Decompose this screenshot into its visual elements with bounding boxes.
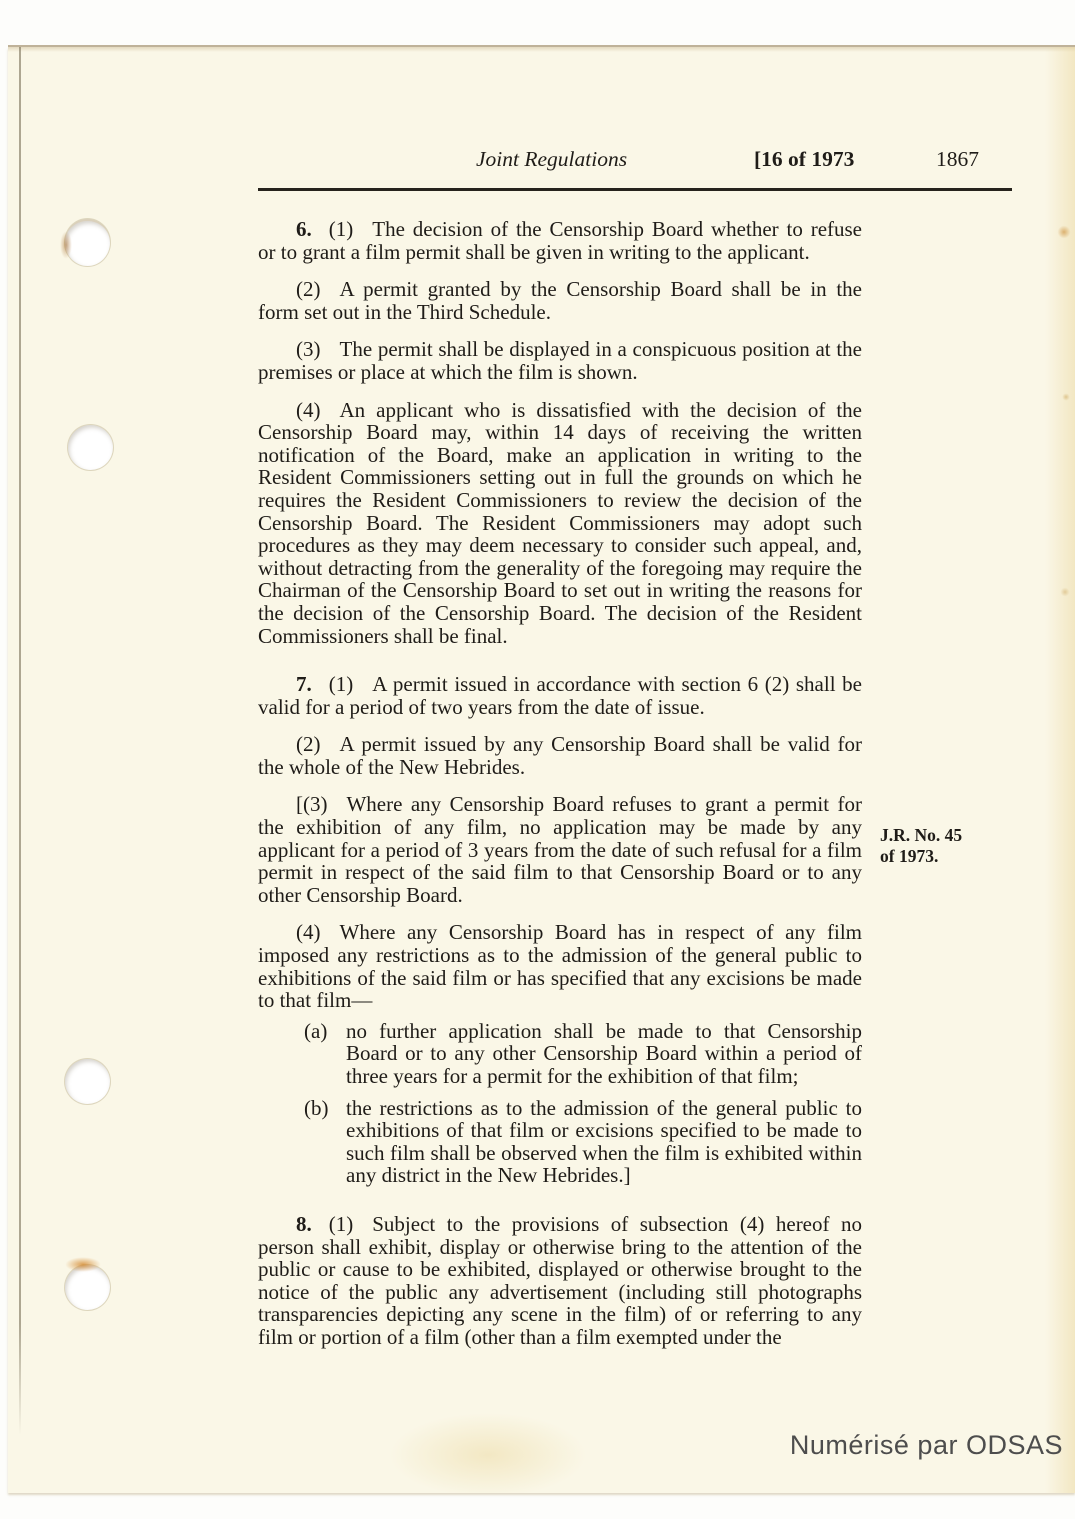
paragraph-7-2 [258,733,862,778]
list-item-a [304,1020,862,1088]
punch-hole [65,1059,110,1104]
subsection-marker: (1) [328,217,354,241]
paragraph-text: Where any Censorship Board has in respect of any film imposed any restrictions as to the admission of the general public to exhibitions of the said film or has specified that any excisions be made to that film— [258,920,862,1013]
list-item-text: no further application shall be made to that Censorship Board or to any other Censorship Board within a period of three years for a permit for the exhibition of that film; [346,1018,862,1088]
digitization-watermark: Numérisé par ODSAS [789,1430,1063,1460]
subsection-marker: [(3) [296,792,328,817]
paragraph-text: The permit shall be displayed in a conspicuous position at the premises or place at which the film is shown. [258,337,862,384]
page-header [8,147,1075,179]
paragraph-text: A permit granted by the Censorship Board shall be in the form set out in the Third Schedule. [258,277,862,324]
paragraph-text: Where any Censorship Board refuses to grant a permit for the exhibition of any film, no application may be made by any applicant for a period of 3 years from the date of such refusal for a film permit in respect of the said film to that Censorship Board or to any other Censorship Board. [258,792,862,907]
margin-note-line: J.R. No. 45 [880,825,963,845]
list-item-text: the restrictions as to the admission of the general public to exhibitions of that film or excisions specified to be made to such film shall be observed when the film is exhibited within any district in the New Hebrides.] [346,1095,862,1188]
paragraph-7-3 [258,793,862,906]
subsection-marker: (1) [328,672,354,697]
subsection-marker: (2) [296,277,321,302]
subsection-marker: (4) [296,920,321,945]
punch-hole [68,425,113,470]
list-marker: (b) [304,1095,329,1120]
paragraph-8-1 [258,1213,862,1349]
page-number: 1867 [936,147,979,171]
subsection-marker: (1) [328,1211,354,1236]
body-text-column [258,218,862,1364]
paragraph-6-1 [258,218,862,263]
section-number: 6. [296,217,312,241]
section-number: 7. [296,672,312,697]
subsection-marker: (2) [296,732,321,757]
punch-hole [65,1265,110,1310]
running-title: Joint Regulations [476,147,628,171]
margin-note-line: of 1973. [880,846,939,866]
paragraph-6-4 [258,399,862,648]
regulation-reference: [16 of 1973 [754,147,855,171]
paragraph-7-1 [258,673,862,718]
subsection-marker: (4) [296,397,321,422]
list-item-b [304,1097,862,1187]
punch-hole [65,219,110,266]
list-marker: (a) [304,1018,328,1043]
header-rule [258,188,1012,191]
paragraph-7-4 [258,921,862,1011]
paragraph-6-2 [258,278,862,323]
subsection-marker: (3) [296,337,321,362]
section-number: 8. [296,1211,312,1236]
margin-note [880,825,990,867]
paragraph-text: A permit issued by any Censorship Board shall be valid for the whole of the New Hebrides. [258,732,862,779]
paragraph-text: The decision of the Censorship Board whether to refuse or to grant a film permit shall be given in writing to the applicant. [258,217,862,264]
scanned-page [8,47,1075,1493]
paragraph-text: An applicant who is dissatisfied with the decision of the Censorship Board may, within 14 days of receiving the written notification of the Board, make an application in writing to the Resident Commissioners setting out in full the grounds on which he requires the Resident Commissioners to review the decision of the Censorship Board. The Resident Commissioners may adopt such procedures as they may deem necessary to consider such appeal, and, without detracting from the generality of the foregoing may require the Chairman of the Censorship Board to set out in writing the reasons for the decision of the Censorship Board. The decision of the Resident Commissioners shall be final. [258,397,862,648]
paragraph-text: Subject to the provisions of subsection (4) hereof no person shall exhibit, display or otherwise bring to the attention of the public or cause to be exhibited, displayed or otherwise brought to the notice of the public any advertisement (including still photographs transparencies depicting any scene in the film) of or referring to any film or portion of a film (other than a film exempted under the [258,1211,862,1349]
paragraph-6-3 [258,338,862,383]
paragraph-text: A permit issued in accordance with section 6 (2) shall be valid for a period of two years from the date of issue. [258,672,862,719]
